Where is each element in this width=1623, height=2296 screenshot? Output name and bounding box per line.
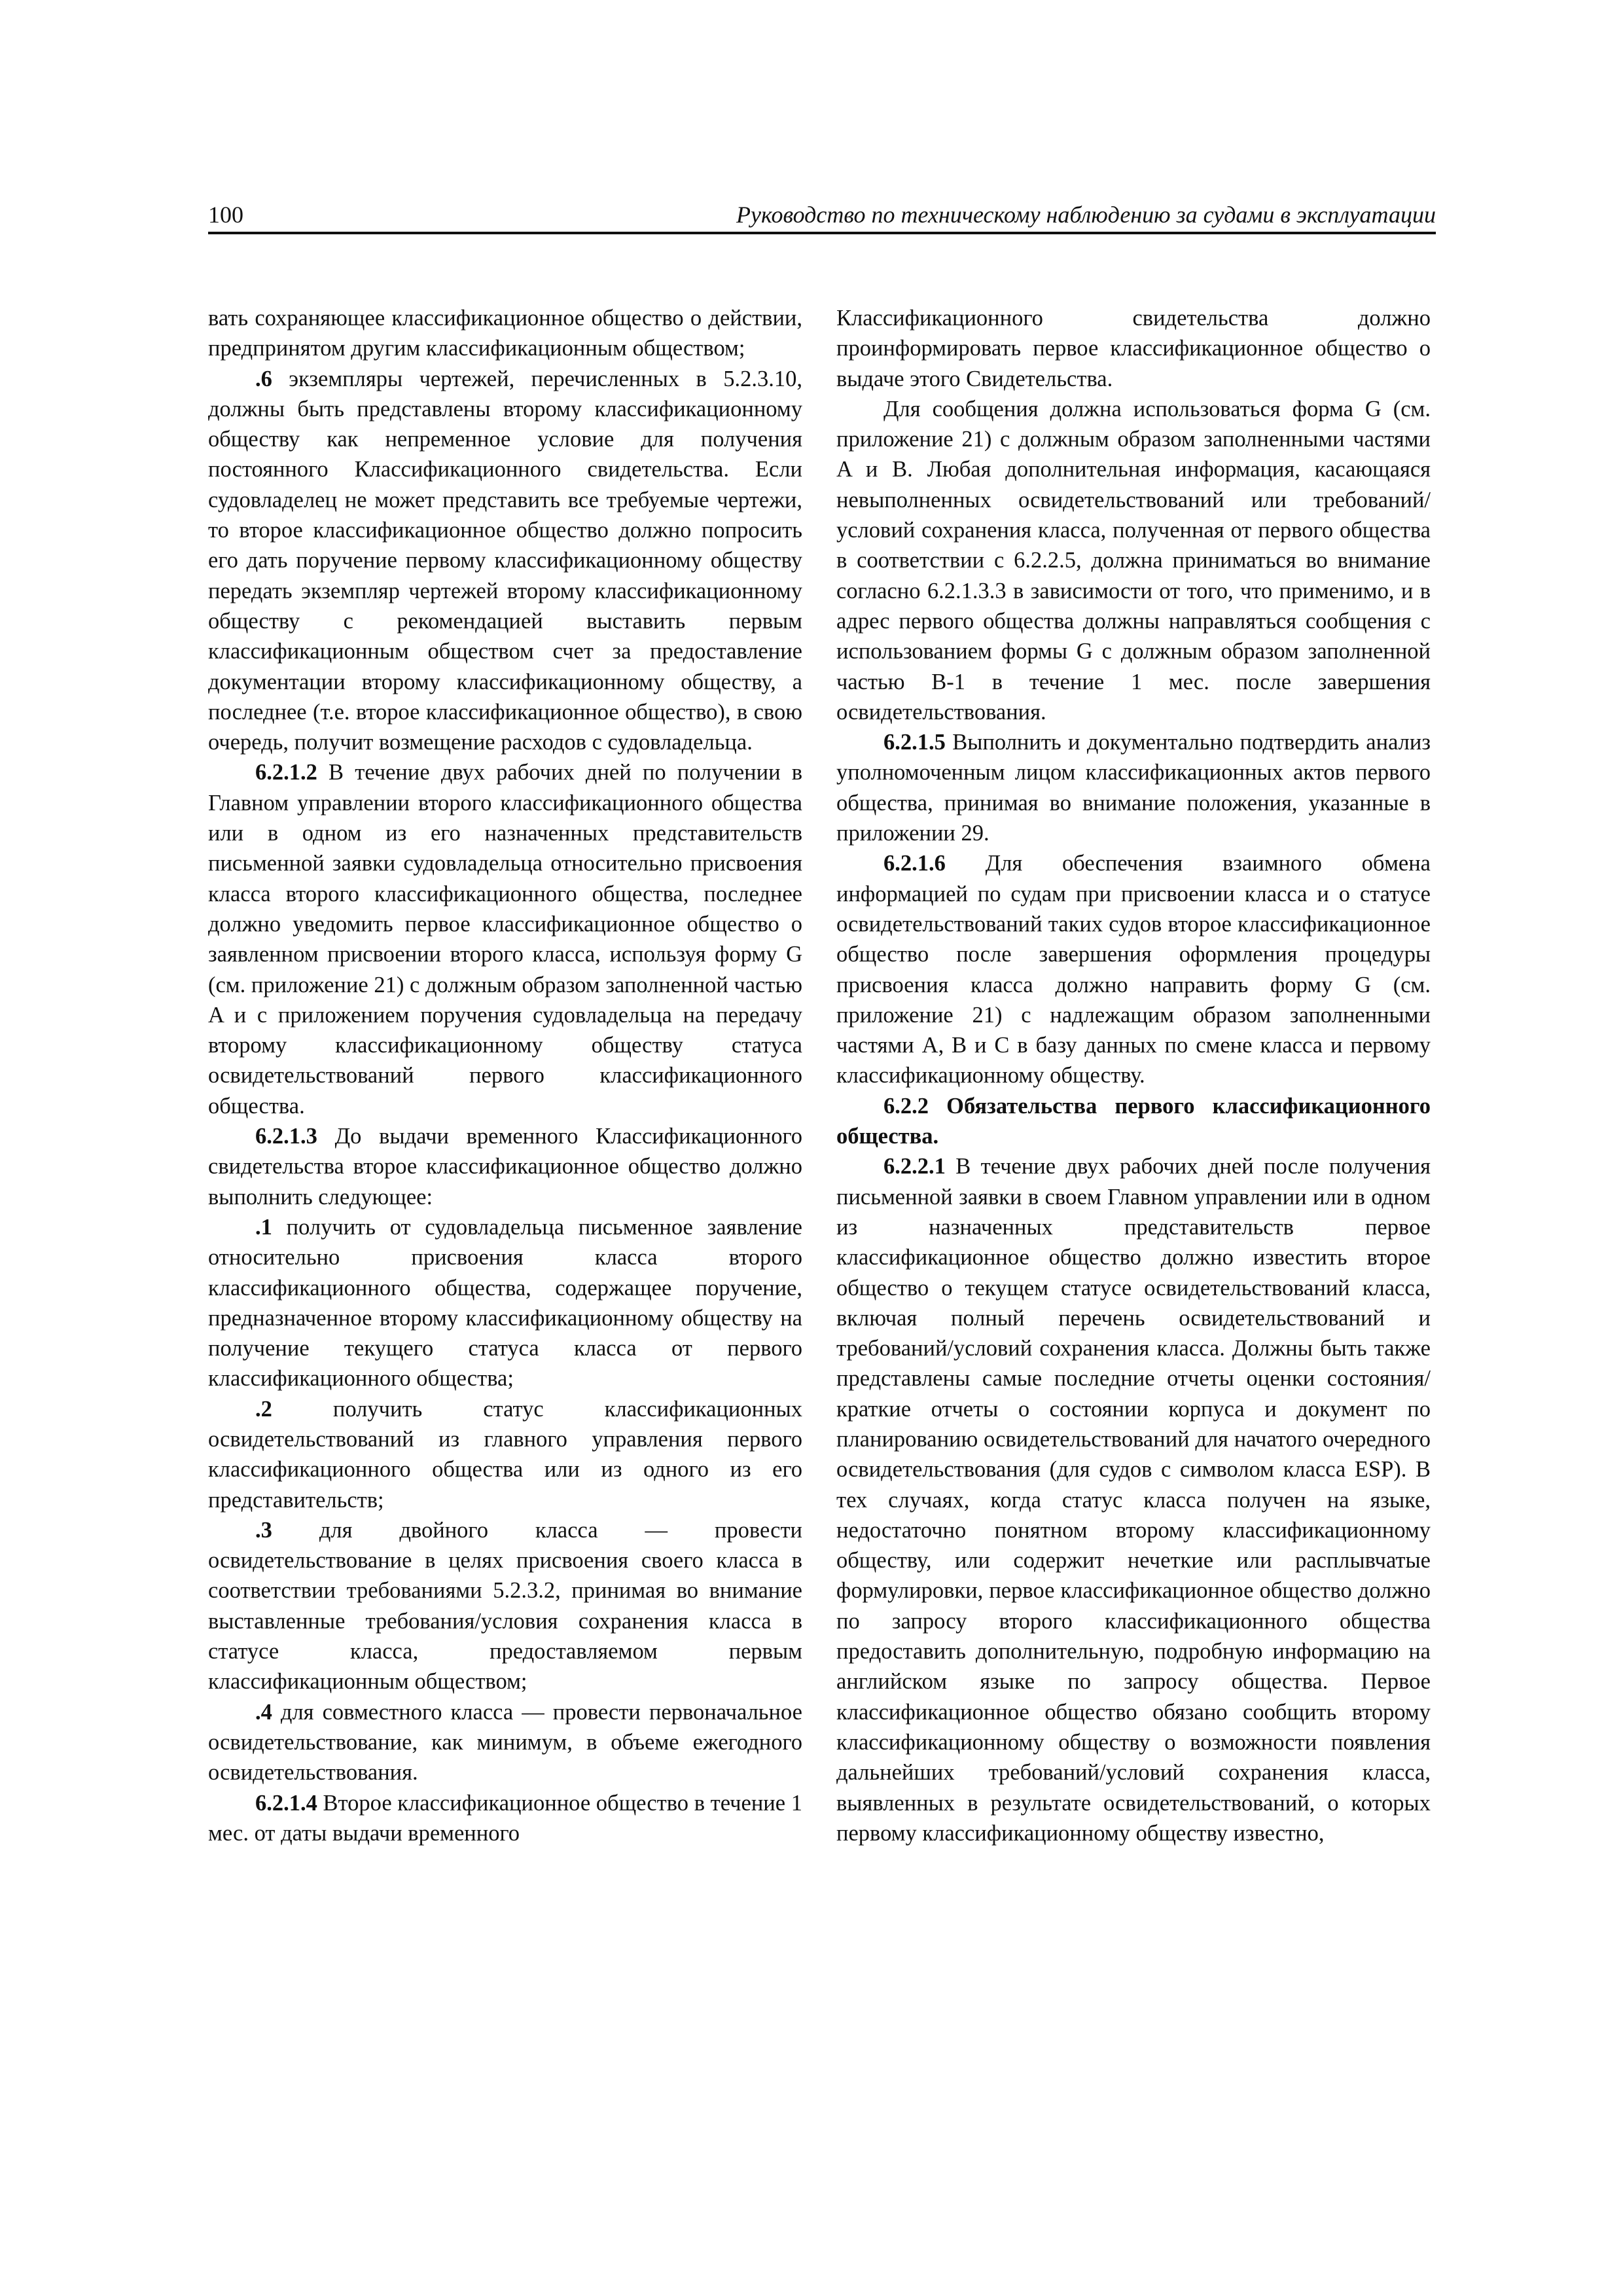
item-number: .4 bbox=[255, 1699, 272, 1725]
paragraph-text: экземпляры чертежей, перечисленных в 5.2.3.10, должны быть представлены второму классификационному обществу как непременное условие для получения постоянного Классификационного свидетельства. Если судовладелец не может представить все требуемые чертежи, то второе классификационное общество должно попросить его дать поручение первому классификационному обществу передать экземпляр чертежей второму классификационному обществу с рекомендацией выставить первым классификационным обществом счет за предоставление документации второму классификационному обществу, а последнее (т.е. второе классификационное общество), в свою очередь, получит возмещение расходов с судовладельца. bbox=[208, 366, 802, 755]
paragraph bbox=[208, 1212, 802, 1394]
paragraph bbox=[208, 1697, 802, 1788]
paragraph-text: для совместного класса — провести первоначальное освидетельствование, как минимум, в объеме ежегодного освидетельствования. bbox=[208, 1699, 802, 1785]
paragraph bbox=[208, 1121, 802, 1212]
paragraph-text: В течение двух рабочих дней по получении в Главном управлении второго классификационного общества или в одном из его назначенных представительств письменной заявки судовладельца относительно присвоения класса второго классификационного общества, последнее должно уведомить первое классификационное общество о заявленном присвоении второго класса, используя форму G (см. приложение 21) с должным образом заполненной частью A и с приложением поручения судовладельца на передачу второму классификационному обществу статуса освидетельствований первого классификационного общества. bbox=[208, 760, 802, 1119]
paragraph-text: вать сохраняющее классификационное общество о действии, предпринятом другим классификационным обществом; bbox=[208, 306, 802, 361]
paragraph-text: получить от судовладельца письменное заявление относительно присвоения класса второго классификационного общества, содержащее поручение, предназначенное второму классификационному обществу на получение текущего статуса класса от первого классификационного общества; bbox=[208, 1214, 802, 1391]
paragraph bbox=[836, 1151, 1431, 1848]
paragraph bbox=[836, 848, 1431, 1090]
item-number: 6.2.1.6 bbox=[883, 851, 946, 876]
section-heading bbox=[836, 1091, 1431, 1152]
paragraph bbox=[208, 303, 802, 364]
paragraph bbox=[836, 727, 1431, 848]
right-column bbox=[836, 303, 1431, 1848]
item-number: 6.2.1.4 bbox=[255, 1790, 317, 1816]
item-number: .6 bbox=[255, 366, 272, 391]
running-title: Руководство по техническому наблюдению за судами в эксплуатации bbox=[736, 202, 1436, 228]
header-rule bbox=[208, 232, 1436, 234]
item-number: 6.2.2.1 bbox=[883, 1154, 946, 1179]
paragraph-text: Для сообщения должна использоваться форма G (см. приложение 21) с должным образом заполненными частями A и B. Любая дополнительная информация, касающаяся невыполненных освидетельствований или требований/условий сохранения класса, полученная от первого общества в соответствии с 6.2.2.5, должна приниматься во внимание согласно 6.2.1.3.3 в зависимости от того, что применимо, и в адрес первого общества должны направляться сообщения с использованием формы G с должным образом заполненной частью B-1 в течение 1 мес. после завершения освидетельствования. bbox=[836, 396, 1431, 725]
paragraph bbox=[208, 757, 802, 1121]
item-number: 6.2.1.2 bbox=[255, 760, 317, 785]
paragraph-text: Классификационного свидетельства должно проинформировать первое классификационное общество о выдаче этого Свидетельства. bbox=[836, 306, 1431, 391]
paragraph-text: для двойного класса — провести освидетельствование в целях присвоения своего класса в соответствии требованиями 5.2.3.2, принимая во внимание выставленные требования/условия сохранения класса в статусе класса, предоставляемом первым классификационным обществом; bbox=[208, 1517, 802, 1695]
paragraph-text: Выполнить и документально подтвердить анализ уполномоченным лицом классификационных актов первого общества, принимая во внимание положения, указанные в приложении 29. bbox=[836, 730, 1431, 846]
item-number: .1 bbox=[255, 1214, 272, 1240]
paragraph bbox=[836, 303, 1431, 394]
paragraph-text: В течение двух рабочих дней после получения письменной заявки в своем Главном управлении или в одном из назначенных представительств первое классификационное общество должно известить второе общество о текущем статусе освидетельствований класса, включая полный перечень освидетельствований и требований/условий сохранения класса. Должны быть также представлены самые последние отчеты оценки состояния/краткие отчеты о состоянии корпуса и документ по планированию освидетельствований для начатого очередного освидетельствования (для судов с символом класса ESP). В тех случаях, когда статус класса получен на языке, недостаточно понятном второму классификационному обществу, или содержит нечеткие или расплывчатые формулировки, первое классификационное общество должно по запросу второго классификационного общества предоставить дополнительную, подробную информацию на английском языке по запросу общества. Первое классификационное общество обязано сообщить второму классификационному обществу о возможности появления дальнейших требований/условий сохранения класса, выявленных в результате освидетельствований, о которых первому классификационному обществу известно, bbox=[836, 1154, 1431, 1846]
paragraph bbox=[208, 1515, 802, 1697]
item-number: .3 bbox=[255, 1517, 272, 1543]
paragraph bbox=[208, 1394, 802, 1515]
paragraph-text: Второе классификационное общество в течение 1 мес. от даты выдачи временного bbox=[208, 1790, 802, 1846]
left-column bbox=[208, 303, 802, 1848]
section-heading-text: 6.2.2 Обязательства первого классификационного общества. bbox=[836, 1093, 1431, 1149]
paragraph-text: До выдачи временного Классификационного свидетельства второе классификационное общество должно выполнить следующее: bbox=[208, 1124, 802, 1210]
paragraph-text: получить статус классификационных освидетельствований из главного управления первого классификационного общества или из одного из его представительств; bbox=[208, 1396, 802, 1513]
item-number: 6.2.1.5 bbox=[883, 730, 946, 755]
paragraph bbox=[208, 364, 802, 758]
paragraph bbox=[836, 394, 1431, 727]
paragraph-text: Для обеспечения взаимного обмена информацией по судам при присвоении класса и о статусе освидетельствований таких судов второе классификационное общество после завершения оформления процедуры присвоения класса должно направить форму G (см. приложение 21) с надлежащим образом заполненными частями A, B и C в базу данных по смене класса и первому классификационному обществу. bbox=[836, 851, 1431, 1088]
item-number: .2 bbox=[255, 1396, 272, 1422]
item-number: 6.2.1.3 bbox=[255, 1124, 317, 1149]
paragraph bbox=[208, 1788, 802, 1849]
page-number: 100 bbox=[208, 202, 243, 228]
